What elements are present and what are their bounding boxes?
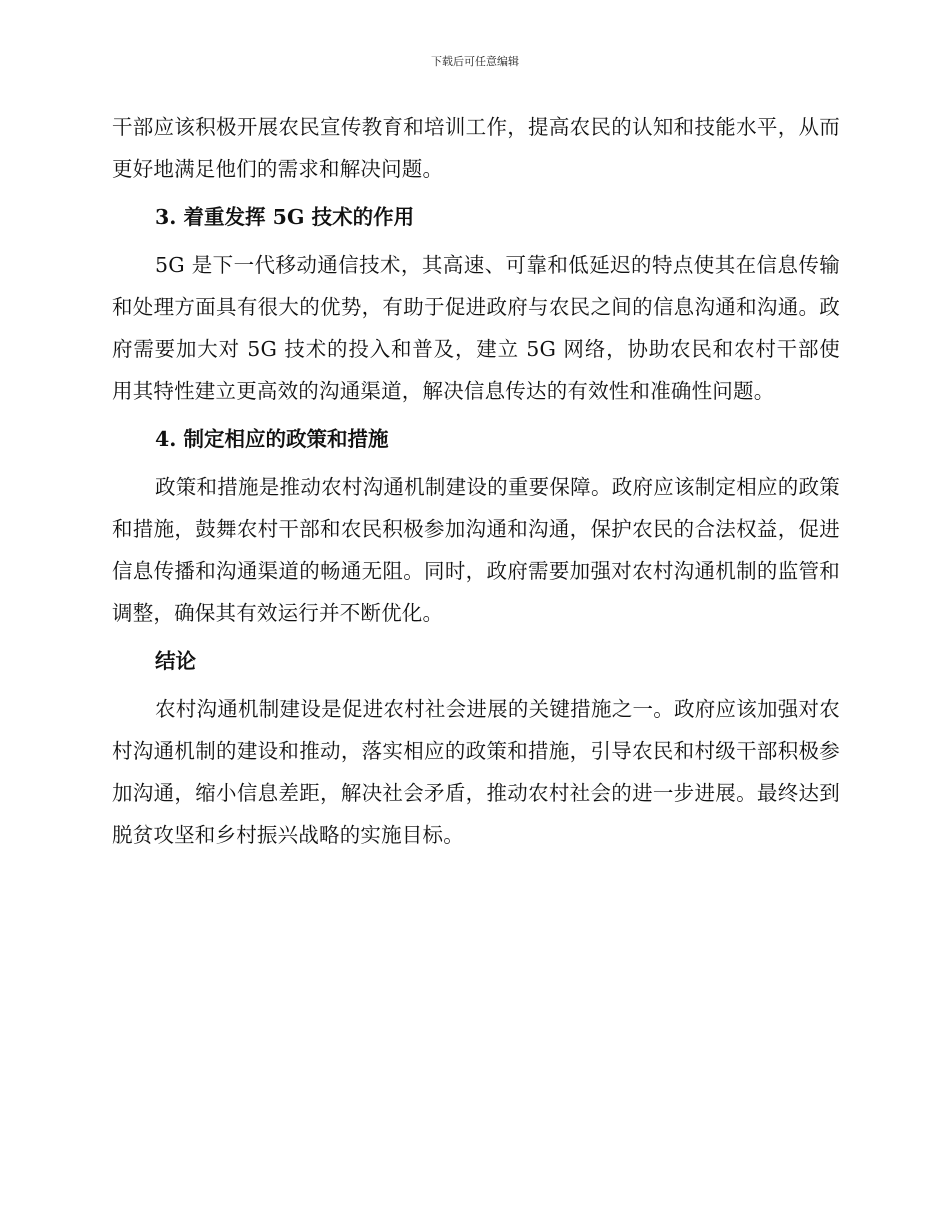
page-header: 下载后可任意编辑 <box>431 55 519 68</box>
paragraph-section-4: 政策和措施是推动农村沟通机制建设的重要保障。政府应该制定相应的政策和措施，鼓舞农村干部和农民积极参加沟通和沟通，保护农民的合法权益，促进信息传播和沟通渠道的畅通无阻。同时，政府需要加强对农村沟通机制的监管和调整，确保其有效运行并不断优化。 <box>112 475 840 625</box>
section-heading-3: 3. 着重发挥 5G 技术的作用 <box>155 205 415 229</box>
document-body <box>112 106 840 856</box>
paragraph-intro: 干部应该积极开展农民宣传教育和培训工作，提高农民的认知和技能水平，从而更好地满足他们的需求和解决问题。 <box>112 115 840 181</box>
paragraph-section-3: 5G 是下一代移动通信技术，其高速、可靠和低延迟的特点使其在信息传输和处理方面具有很大的优势，有助于促进政府与农民之间的信息沟通和沟通。政府需要加大对 5G 技术的投入和普及，建立 5G 网络，协助农民和农村干部使用其特性建立更高效的沟通渠道，解决信息传达的有效性和准确性问题。 <box>112 253 840 403</box>
section-heading-conclusion: 结论 <box>155 649 196 673</box>
section-heading-4: 4. 制定相应的政策和措施 <box>155 427 389 451</box>
paragraph-conclusion: 农村沟通机制建设是促进农村社会进展的关键措施之一。政府应该加强对农村沟通机制的建设和推动，落实相应的政策和措施，引导农民和村级干部积极参加沟通，缩小信息差距，解决社会矛盾，推动农村社会的进一步进展。最终达到脱贫攻坚和乡村振兴战略的实施目标。 <box>112 697 840 847</box>
